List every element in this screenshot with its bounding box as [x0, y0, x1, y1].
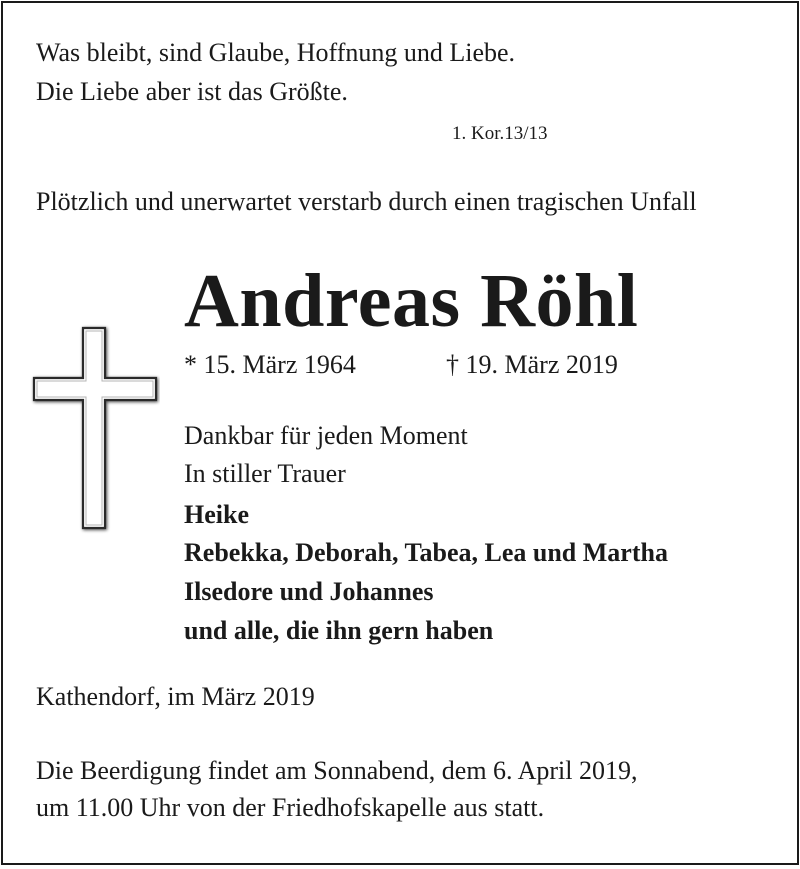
mourning-line-1: Dankbar für jeden Moment: [184, 421, 468, 450]
mourner-name: Rebekka, Deborah, Tabea, Lea und Martha: [184, 538, 668, 567]
verse-reference: 1. Kor.13/13: [452, 123, 548, 144]
death-date: † 19. März 2019: [446, 350, 618, 379]
place-date: Kathendorf, im März 2019: [36, 682, 315, 711]
announcement-text: Plötzlich und unerwartet verstarb durch einen tragischen Unfall: [36, 187, 697, 216]
funeral-info-line-2: um 11.00 Uhr von der Friedhofskapelle aus statt.: [36, 793, 545, 822]
mourner-name: und alle, die ihn gern haben: [184, 616, 494, 645]
verse-line-2: Die Liebe aber ist das Größte.: [36, 77, 348, 106]
mourner-name: Ilsedore und Johannes: [184, 577, 434, 606]
mourning-line-2: In stiller Trauer: [184, 459, 346, 488]
birth-date: * 15. März 1964: [184, 350, 356, 379]
mourner-name: Heike: [184, 500, 249, 529]
cross-icon: [30, 322, 160, 534]
funeral-info-line-1: Die Beerdigung findet am Sonnabend, dem 6. April 2019,: [36, 756, 638, 785]
deceased-name: Andreas Röhl: [184, 259, 639, 343]
verse-line-1: Was bleibt, sind Glaube, Hoffnung und Liebe.: [36, 38, 516, 67]
